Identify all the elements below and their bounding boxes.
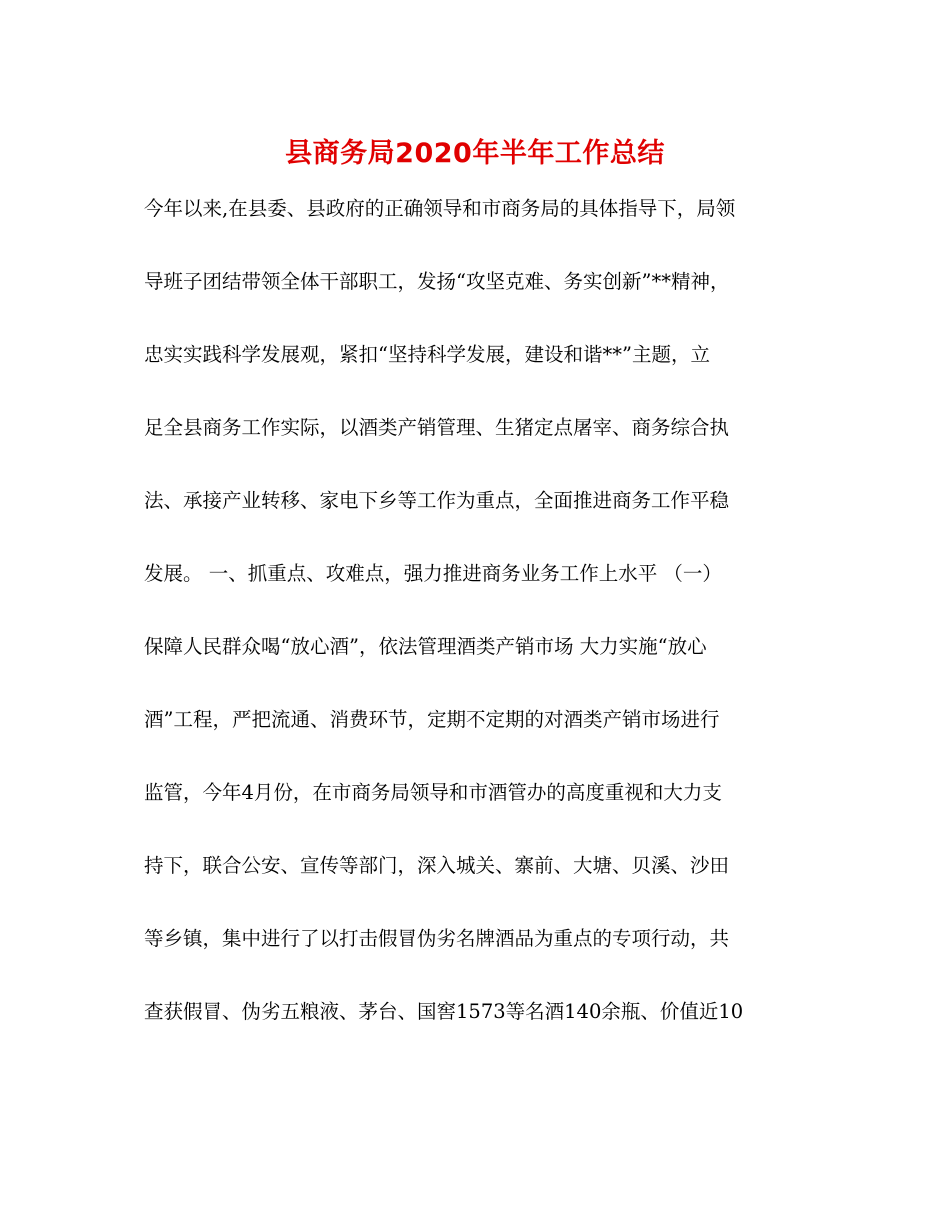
body-line: 监管，今年4月份，在市商务局领导和市酒管办的高度重视和大力支: [144, 781, 722, 804]
body-line: 持下，联合公安、宣传等部门，深入城关、寨前、大塘、贝溪、沙田: [144, 854, 730, 877]
document-title: 县商务局2020年半年工作总结: [285, 138, 665, 169]
body-line: 法、承接产业转移、家电下乡等工作为重点，全面推进商务工作平稳: [144, 489, 730, 512]
body-line: 保障人民群众喝“放心酒”，依法管理酒类产销市场 大力实施“放心: [144, 635, 707, 658]
body-line: 查获假冒、伪劣五粮液、茅台、国窖1573等名酒140余瓶、价值近10: [144, 1000, 744, 1023]
body-line: 等乡镇，集中进行了以打击假冒伪劣名牌酒品为重点的专项行动，共: [144, 927, 730, 950]
body-line: 发展。 一、抓重点、攻难点，强力推进商务业务工作上水平 （一）: [144, 562, 722, 585]
body-line: 今年以来,在县委、县政府的正确领导和市商务局的具体指导下，局领: [144, 197, 736, 220]
body-line: 忠实实践科学发展观，紧扣“坚持科学发展，建设和谐**”主题，立: [144, 343, 710, 366]
body-line: 足全县商务工作实际，以酒类产销管理、生猪定点屠宰、商务综合执: [144, 416, 730, 439]
body-line: 导班子团结带领全体干部职工，发扬“攻坚克难、务实创新”**精神，: [144, 270, 730, 293]
body-line: 酒”工程，严把流通、消费环节，定期不定期的对酒类产销市场进行: [144, 708, 720, 731]
